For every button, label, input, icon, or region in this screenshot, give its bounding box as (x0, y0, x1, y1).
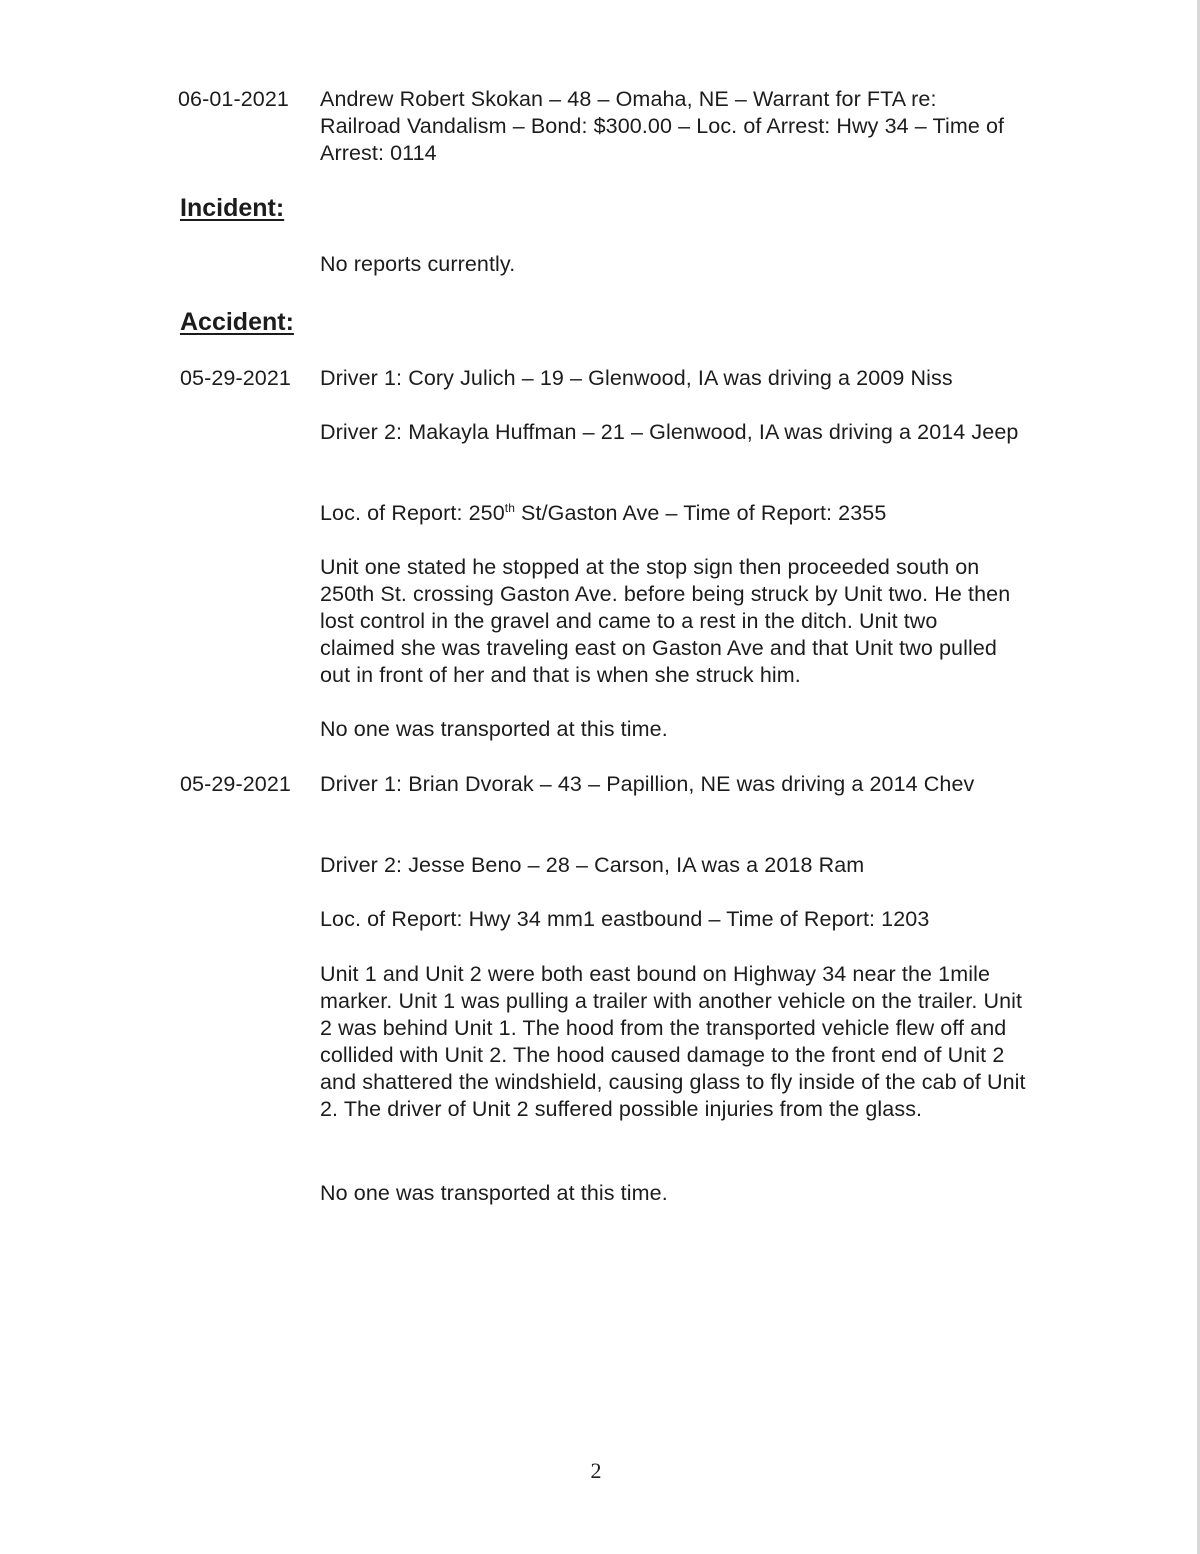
accident-transport: No one was transported at this time. (320, 717, 668, 741)
accident-narrative: Unit one stated he stopped at the stop sign then proceeded south on 250th St. crossing Gaston Ave. before being struck by Unit two. He then lost control in the gravel and came to a rest in the ditch. Unit two claimed she was traveling east on Gaston Ave and that Unit two pulled out in front of her and that is when she struck him. (320, 555, 1011, 687)
arrest-date: 06-01-2021 (178, 87, 289, 111)
accident-location (320, 500, 1030, 527)
accident-driver-2: Driver 2: Jesse Beno – 28 – Carson, IA was a 2018 Ram (320, 853, 865, 877)
location-prefix: Loc. of Report: 250 (320, 501, 505, 525)
accident-driver-2: Driver 2: Makayla Huffman – 21 – Glenwood, IA was driving a 2014 Jeep (320, 420, 1019, 444)
accident-transport: No one was transported at this time. (320, 1181, 668, 1205)
accident-driver-1: Driver 1: Cory Julich – 19 – Glenwood, IA was driving a 2009 Niss (320, 366, 953, 390)
incident-text: No reports currently. (320, 252, 516, 276)
location-suffix: St/Gaston Ave – Time of Report: 2355 (514, 501, 887, 525)
accident-date: 05-29-2021 (180, 366, 291, 390)
accident-driver-1: Driver 1: Brian Dvorak – 43 – Papillion, NE was driving a 2014 Chev (320, 772, 975, 796)
accident-narrative: Unit 1 and Unit 2 were both east bound on Highway 34 near the 1mile marker. Unit 1 was pulling a trailer with another vehicle on the trailer. Unit 2 was behind Unit 1. The hood from the transported vehicle flew off and collided with Unit 2. The hood caused damage to the front end of Unit 2 and shattered the windshield, causing glass to fly inside of the cab of Unit 2. The driver of Unit 2 suffered possible injuries from the glass. (320, 962, 1026, 1121)
location-superscript: th (504, 500, 515, 515)
incident-heading: Incident: (180, 194, 285, 222)
accident-date: 05-29-2021 (180, 772, 291, 796)
page-number: 2 (590, 1458, 602, 1483)
accident-heading: Accident: (180, 308, 294, 336)
accident-location: Loc. of Report: Hwy 34 mm1 eastbound – Time of Report: 1203 (320, 907, 930, 931)
arrest-text: Andrew Robert Skokan – 48 – Omaha, NE – Warrant for FTA re: Railroad Vandalism – Bond: $300.00 – Loc. of Arrest: Hwy 34 – Time of Arrest: 0114 (320, 87, 1005, 165)
